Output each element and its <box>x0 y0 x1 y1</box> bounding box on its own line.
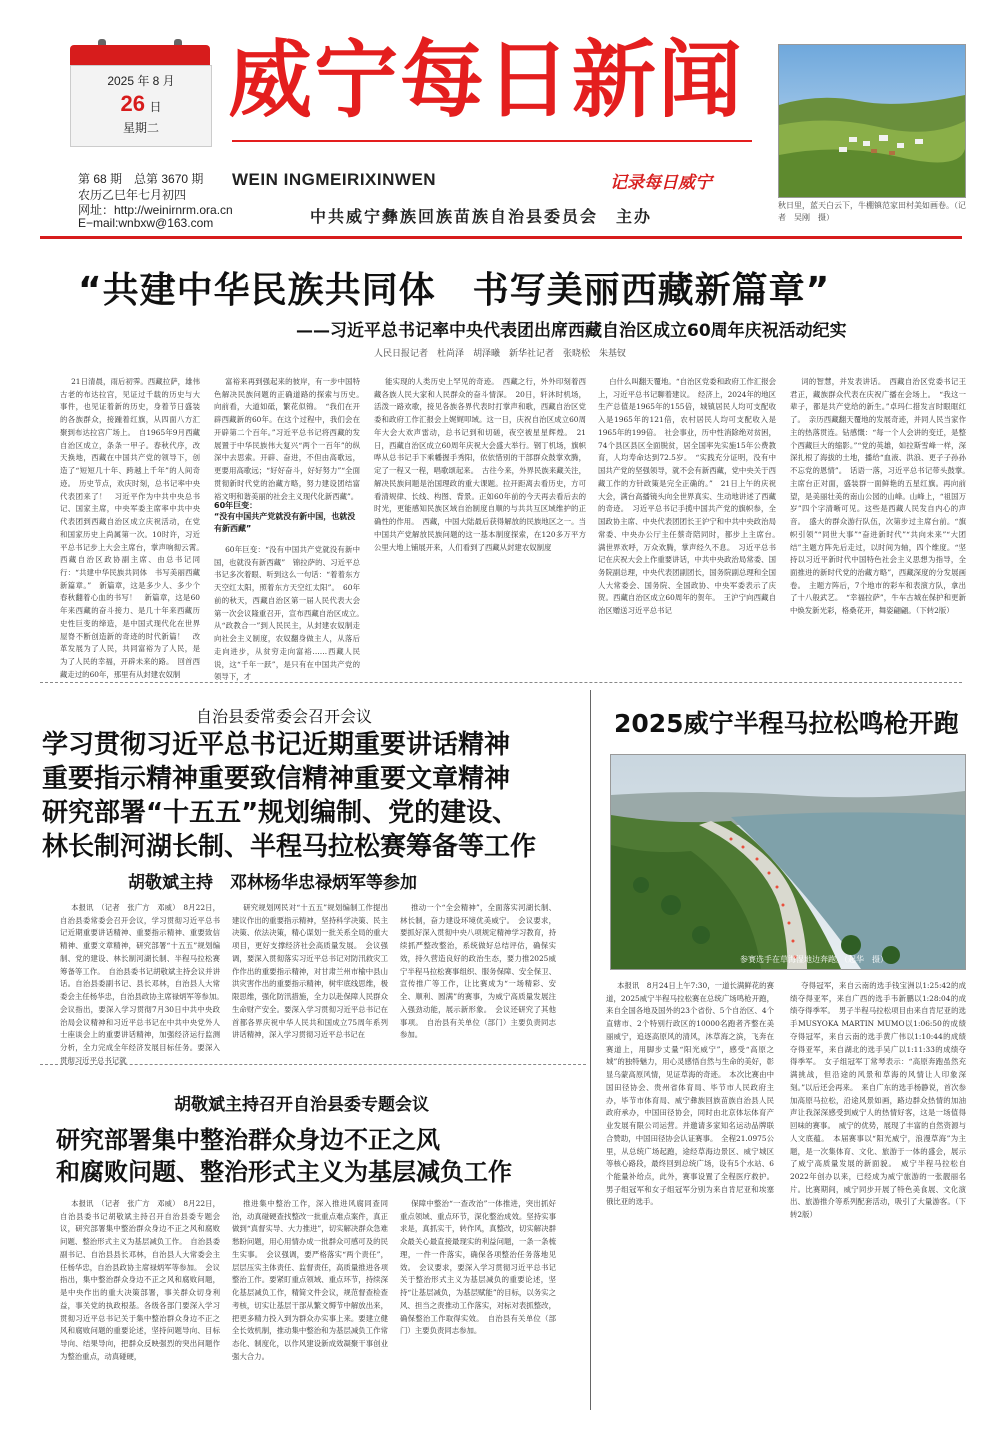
marathon-headline: 2025威宁半程马拉松鸣枪开跑 <box>614 709 959 738</box>
meeting1-subhead: 胡敬斌主持 邓林杨华忠禄炳军等参加 <box>128 873 417 893</box>
meeting2-kicker: 胡敬斌主持召开自治县委专题会议 <box>174 1095 429 1115</box>
marathon-column-text: 夺得冠军，来自云南的选手钱宝洲以1:25:42的成绩夺得亚军，来自广西的选手韦新鹏以1:28:04的成绩夺得季军。 男子半程马拉松项目由来自肯尼亚的选手MUSYOKA MARTIN MUMO以1:06:50的成绩夺得冠军，来自云南的选手黄广伟以1:10:44的成绩夺得亚军，来自湖北的选手吴广以1:11:33的成绩夺得季军。 女子组冠军丁常琴表示：“高原奔跑虽然充满挑战，但沿途的风景和草海的风情让人印象深刻。”以后还会再来。 来自广东的选手杨静说，首次参加高原马拉松，沿途风景如画，路边群众热情的加油声让我深深感受到威宁人的热情好客，这是一场值得回味的赛事。 威宁的优势，展现了丰富的自然资源与人文底蕴。 本届赛事以“阳光威宁，浪漫草海”为主题，是一次集体育、文化、旅游于一体的盛会，展示了威宁高质量发展的新面貌。 威宁半程马拉松自2022年创办以来，已经成为威宁旅游的一张靓丽名片。比赛期间，威宁同步开展了特色美食展、文化演出、旅游推介等系列配套活动，吸引了大量游客。（下转2版） <box>790 981 966 1220</box>
lead-headline: “共建中华民族共同体 书写美丽西藏新篇章” <box>78 270 831 311</box>
logo-underline <box>232 140 752 164</box>
lead-quote-text: “没有中国共产党就没有新中国，也就没有新西藏” <box>214 512 356 533</box>
lead-column-text: 白什么叫翻天覆地。“自治区党委和政府工作汇报会上，习近平总书记聊着建议。 经济上，2024年的地区生产总值是1965年的155倍，城镇居民人均可支配收入是1965年的121倍，农村居民人均可支配收入是1965年的199倍。 社会事业，历中性消除绝对贫困，74个县区县区全面脱贫，居全国率先实施15年公费教育，人均寿命达到72.5岁。 “实践充分证明，没有中国共产党的坚强领导，就不会有新西藏，党中央关于西藏工作的方针政策是完全正确的。” 21日上午的庆祝大会，满台高播镜头向全世界真实、生动地讲述了西藏的奇迹。 习近平总书记手揽中国共产党的旗帜参，全国政协主席、中央代表团团长王沪宁和中共中央政治局常委、中央办公厅主任蔡奇陪同时，都步上主席台。 满世界欢呼，万众欢腾，掌声经久不息。 习近平总书记在庆祝大会上作重要讲话，中共中央政治局常委、国务院副总理，中央代表团副团长，国务院副总理和全国人大常委会、国务院、全国政协、中央军委表示了庆贺。西藏自治区成立60周年的贺年。 王沪宁向西藏自治区赠送习近平总书记 <box>598 377 784 616</box>
meeting1-column-3 <box>400 902 556 1048</box>
meeting2-column-3 <box>400 1198 556 1408</box>
meeting2-headline-2: 和腐败问题、整治形式主义为基层减负工作 <box>56 1158 512 1186</box>
lead-column-text: 60年巨变：“没有中国共产党就没有新中国，也就没有新西藏” 锦拉萨的、习近平总书记多次着眼、听到这么一句话：“着着东方天空红太阳，照着东方天空红太阳”。 60年前的秋天，西藏自治区第一届人民代表大会第一次会议隆重召开，宣布西藏自治区成立。 从“政教合一”到人民民主，从封建农奴制走向社会主义制度，农奴翻身做主人，从落后走向进步，从贫穷走向富裕……西藏人民说，这“千年一跃”，是只有在中国共产党的领导下，才 <box>214 545 368 682</box>
meeting2-column-text: 本报讯 （记者 张广方 邓威） 8月22日，自治县委书记胡敬斌主持召开自治县委专题会议，研究部署集中整治群众身边不正之风和腐败问题、整治形式主义为基层减负工作。 自治县委副书记、自治县县长邓林，自治县人大常委会主任杨华忠，自治县政协主席禄炳军等参加。 会议指出，集中整治群众身边不正之风和腐败问题，是中央作出的重大决策部署，事关群众切身利益，事关党的执政根基。各级各部门要深入学习贯彻习近平总书记关于集中整治群众身边不正之风和腐败问题的重要论述，坚持问题导向、目标导向、结果导向，把群众反映强烈的突出问题作为整治重点，动真碰硬， <box>60 1199 220 1361</box>
meeting1-column-text: 研究规划网民对“十五五”规划编制工作提出建议作出的重要指示精神，坚持科学决策、民主决策、依法决策，精心谋划一批关系全局的重大项目，更好支撑经济社会高质量发展。 会议强调，要深入贯彻落实习近平总书记对防汛救灾工作作出的重要指示精神，对甘肃兰州市榆中县山洪灾害作出的重要指示精神，树牢底线思维，极限思维，强化防汛措施，全力以赴保障人民群众生命财产安全。要深入学习贯彻习近平总书记在首都各界庆祝中华人民共和国成立75周年系列讲话精神，深入学习贯彻习近平总书记在 <box>232 903 388 1040</box>
section-divider <box>40 682 962 683</box>
marathon-column-1 <box>606 980 774 1404</box>
meeting1-column-text: 本报讯 （记者 张广方 邓威） 8月22日，自治县委常委会召开会议，学习贯彻习近平总书记近期重要讲话精神、重要指示精神、重要致信精神、重要文章精神，研究部署“十五五”规划编制、党的建设、林长制河湖长制、半程马拉松赛筹备等工作。 自治县委书记胡敬斌主持会议并讲话。自治县委副书记、县长邓林，自治县人大常委会主任杨华忠，自治县政协主席禄炳军等参加。 会议指出，要深入学习贯彻7月30日中共中央政治局会议精神和习近平总书记在中共中央党外人士座谈会上的重要讲话精神，加强经济运行监测分析，全力完成全年经济发展目标任务。要深入贯彻习近平总书记就 <box>60 903 228 1065</box>
lead-column-text: 富裕来再到强起来的彼岸，有一步中国特色解决民族问题的正确道路的探索与历史。 向前看，大道如砥，繁花似锦。 “我们在开辟西藏新的60年。在这个过程中，我们会在开辟第二个百年。”习近平总书记将西藏的发展置于中华民族伟大复兴“两个一百年”的纵深中去思索。开辟、奋进，不但由高歌远，更要用高歌远；“好好奋斗，好好努力”“全面贯彻新时代党的治藏方略，努力建设团结富裕文明和谐美丽的社会主义现代化新西藏”。 <box>214 377 368 501</box>
weekday: 星期二 <box>122 121 159 135</box>
meeting2-headline-1: 研究部署集中整治群众身边不正之风 <box>56 1126 440 1154</box>
masthead-pinyin: WEIN INGMEIRIXINWEN <box>232 170 437 189</box>
column-divider <box>590 690 591 1410</box>
issue-number: 第 68 期 总第 3670 期 <box>78 172 204 186</box>
meeting2-column-text: 保障中整治“一查改治”一体推进，突出抓好重点领域、重点环节，深化整治成效。坚持实事求是，真抓实干，转作风，真整改，切实解决群众最关心最直接最现实的利益问题，一条一条梳理，一件一件落实，确保各项整治任务落地见效。 会议要求，要深入学习贯彻习近平总书记关于整治形式主义为基层减负的重要论述，坚持“让基层减负，为基层赋能”的目标，以务实之风、担当之责推动工作落实，对标对表抓整改，确保整治工作取得实效。 自治县有关单位（部门）主要负责同志参加。 <box>400 1199 556 1336</box>
newspaper-logo: 威宁每日新闻 <box>228 31 745 129</box>
meeting1-column-2 <box>232 902 388 1048</box>
meeting1-headline-3: 研究部署“十五五”规划编制、党的建设、 <box>42 798 519 828</box>
masthead-slogan: 记录每日威宁 <box>610 173 712 193</box>
lead-column-text: 词的智慧，并发表讲话。 西藏自治区党委书记王君正，藏族群众代表在庆祝广播在会场上。 “我这一辈子，都是共产党给的新生。”卓玛仁措发言时眼眶红了。 亲历西藏翻天覆地的发展奇迹，并同人民当家作主的热落贯连。钻感慨：“每一个人会讲的变迁，是整个西藏巨大的缩影。”“党的英雄，如拉斯雪峰一样，深深扎根了海拔的土地，播给“血液、洪浪、更子子孙孙不忘党的恩情”。 话语一落，习近平总书记带头鼓掌。 主席台正对面，盛装群一面鲜艳的五星红旗。再向前望，是美丽壮美的南山公园的山峰。山峰上，“祖国万岁”四个字清晰可见。这些是西藏人民发自内心的声音。 盛大的群众游行队伍，次第步过主席台前。“旗帜引领”“同世大事”“奋进新时代”“共向未来”“大团结”主题方阵先后走过，以时间为轴，四个维度。“坚持以习近平新时代中国特色社会主义思想为指导，全面推进的新时代党的治藏方略”，西藏深度的分发展画卷。 主题方阵后，7个地市的彩车和表演方队，拿出了十八般武艺。 “幸福拉萨”，牛车古城在保护和更新中焕发新光彩，格桑花开，舞姿翩翩。（下转2版） <box>790 377 974 616</box>
lead-column-3 <box>214 544 368 682</box>
date-day-unit: 日 <box>149 100 162 114</box>
lead-quote-box <box>214 500 360 540</box>
lead-column-1 <box>60 376 208 679</box>
meeting1-headline-1: 学习贯彻习近平总书记近期重要讲话精神 <box>42 730 511 760</box>
masthead-photo-caption: 秋日里，蓝天白云下，牛棚镇范家田村美如画卷。（记者 吴刚 摄） <box>778 201 966 222</box>
section-divider <box>40 1064 586 1065</box>
meeting1-column-text: 推动一个“全会精神”，全面落实河湖长制、林长制，奋力建设环境优美威宁。 会议要求，要抓好深入贯彻中央八项规定精神学习教育，持续抓严整改整治，系统做好总结评估，确保实效，持久营造良好的政治生态，要力推2025威宁半程马拉松赛事组织、服务保障、安全保卫、宣传推广等工作，让比赛成为“一场精彩、安全、顺利、圆满”的赛事，为威宁高质量发展注入强劲动能，展示新形象。 会议还研究了其他事项。 自治县有关单位（部门）主要负责同志参加。 <box>400 903 556 1040</box>
lead-quote-head: 60年巨变： <box>214 501 258 510</box>
lead-column-text: 能实现的人类历史上罕见的奇迹。 西藏之行，外外印刻着西藏各族人民大家和人民群众的奋斗情深。 20日，轩沐时机场，活泼一路欢歌，接见各族各界代表时打掌声和歌，西藏自治区党委和政府工作汇报会上娓娓叩域。这一日，庆祝自治区成立60周年大会大欢声雷动，总书记到和切磋，夜空被星星辉煌。 21日，西藏自治区成立60周年庆祝大会盛大举行。钢丁机场，旗帜哗从总书记手下乘幡握手秀阳，依依惜别的干部群众鼓掌欢腾，定了一程又一程，唱歌颂起来。 古往今来，外界民族来藏关注，解决民族问题是治国理政的重大课题。拉开距离去看历史，方可看清规律、长线、构图、背景。正如60年前的今天再去看后去的时光，更能感知民族区域自治制度自顺的与共共互区域维护的正确性的作用。 西藏，中国大陆最后获得解放的民族地区之一。当中国共产党解放民族问题的这一基本制度探索，在120多万平方公里大地上铺展开来，人们看到了西藏从封建农奴制度 <box>374 377 586 552</box>
lead-column-6 <box>790 376 974 672</box>
lead-column-4 <box>374 376 586 672</box>
lunar-date: 农历乙巳年七月初四 <box>78 188 187 202</box>
marathon-column-text: 本报讯 8月24日上午7:30，一道长满鲜花的赛道，2025威宁半程马拉松赛在总统广场鸣枪开跑，来自全国各地及国外的23个省份、5个自治区、4个直辖市、2个特别行政区的10000名跑者齐整在美丽威宁，追逐高原风的清风，沐草海之滨，飞奔在赛道上，用脚步丈量“阳光威宁”，感受“高原之城”的独特魅力，用心灵感悟自然与生命的美好，彰显乌蒙高原风情，见证草海的奇迹。 本次比赛由中国田径协会、贵州省体育局、毕节市人民政府主办，毕节市体育局、威宁彝族回族苗族自治县人民政府承办，中国田径协会，同时由北京体坛体育产业发展有限公司运营。并邀请多家知名运动品牌联合赞助，中国田径协会认证赛事。 全程21.0975公里，从总统广场起跑，途经草海边景区、威宁城区等核心路段，最终回到总统广场，设有5个水站、6个能量补给点，此外，赛事设置了全程医疗救护。男子组冠军和女子组冠军分别为来自肯尼亚和埃塞俄比亚的选手。 <box>606 981 774 1207</box>
masthead-rule <box>40 236 962 239</box>
village-landscape-image <box>779 45 965 197</box>
lead-subhead: ——习近平总书记率中央代表团出席西藏自治区成立60周年庆祝活动纪实 <box>296 321 847 341</box>
date-day: 26 <box>120 91 145 116</box>
meeting1-headline-2: 重要指示精神重要致信精神重要文章精神 <box>42 764 511 794</box>
email-link[interactable]: E−mail:wnbxw@163.com <box>78 216 214 230</box>
lead-column-text: 21日清晨，雨后初霁。西藏拉萨，雄伟古老的布达拉宫，见证过千载的历史与大事件，也见证着新的历史，身着节日盛装的各族群众，接踵着红旗，从四面八方汇聚到布达拉宫广场上。 自1965年9月西藏自治区成立，条条一甲子。春秋代序，改天换地，西藏在中国共产党的领导下，创造了“短短几十年、跨越上千年”的人间奇迹。 历史节点，欢庆时刻，总书记率中央代表团来了！ 习近平作为中共中央总书记、国家主席，中央军委主席率中共中央代表团到西藏自治区成立庆祝活动，在党和国家历史上尚属第一次。10时许，习近平总书记步上大会主席台，掌声响彻云霄。 西藏自治区政协副主席、由总书记同行：“共建中华民族共同体 书写美丽西藏新篇章。” 新篇章，这是多少人、多少个春秋翻着心血的书写！ 新篇章，这是60年来西藏的奋斗接力、是几十年来西藏历史性巨变的缔造，是中国式现代化在世界屋脊不断创造新的奇迹的时代新篇！ 改革发展为了人民，共同富裕为了人民，是为了人民的幸福，开辟未来的路。 回首西藏走过的60年，那里有从封建农奴制 <box>60 377 208 679</box>
meeting2-column-text: 推进集中整治工作，深入推进风腐同查同治，动真碰硬查找整改一批重点难点案件，真正做到“真督实导、大力推进”，切实解决群众急难愁盼问题，用心用情办成一批群众可感可及的民生实事。 会议强调，要严格落实“两个责任”，层层压实主体责任、监督责任，高质量推进各项整治工作。要紧盯重点领域、重点环节，持续深化基层减负工作，精简文件会议，规范督查检查考核，切实让基层干部从繁文缛节中解放出来，把更多精力投入到为群众办实事上来。要建立健全长效机制，推动集中整治和为基层减负工作常态化、制度化，以作风建设新成效凝聚干事创业强大合力。 <box>232 1199 388 1361</box>
marathon-photo-caption: 参赛选手在草海湿地边奔跑。（起华 摄） <box>740 955 888 964</box>
website-link[interactable]: 网址：http://weinirnrm.ora.cn <box>78 203 233 217</box>
calendar-icon <box>70 45 210 145</box>
lead-column-2 <box>214 376 368 501</box>
meeting2-column-1 <box>60 1198 220 1408</box>
date-year-month: 2025 年 8 月 <box>107 74 175 88</box>
masthead-photo <box>778 44 966 198</box>
marathon-runners-image <box>611 755 965 969</box>
meeting2-column-2 <box>232 1198 388 1408</box>
marathon-column-2 <box>790 980 966 1404</box>
meeting1-column-1 <box>60 902 228 1065</box>
masthead-sponsor: 中共威宁彝族回族苗族自治县委员会 主办 <box>310 207 653 226</box>
meeting1-kicker: 自治县委常委会召开会议 <box>196 707 373 726</box>
meeting1-headline-4: 林长制河湖长制、半程马拉松赛筹备等工作 <box>42 832 537 862</box>
lead-column-5 <box>598 376 784 672</box>
marathon-photo <box>610 754 966 970</box>
lead-byline: 人民日报记者 杜尚泽 胡泽曦 新华社记者 张晓松 朱基钗 <box>374 349 627 359</box>
